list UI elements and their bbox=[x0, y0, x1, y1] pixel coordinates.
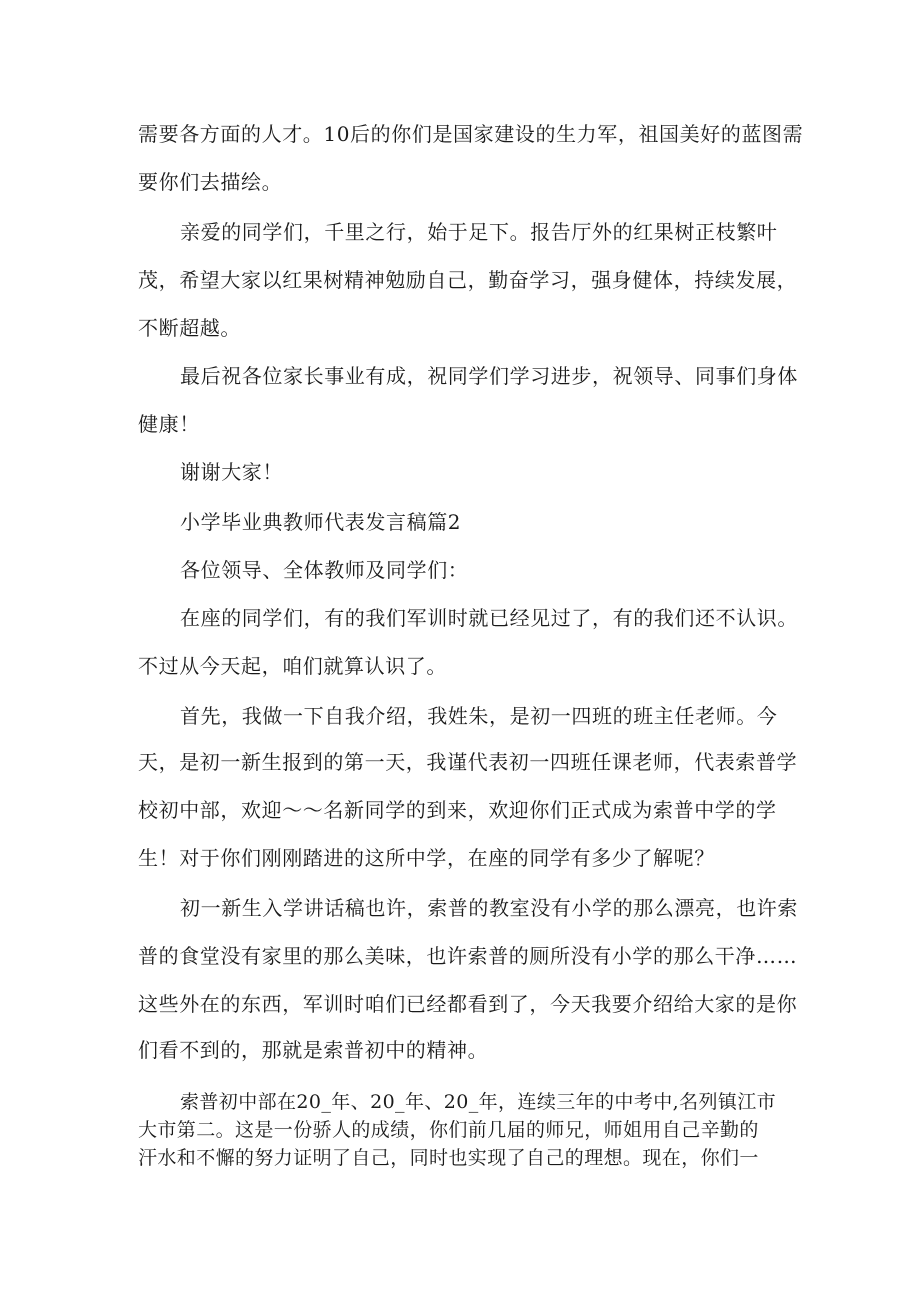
text-line: 谢谢大家！ bbox=[180, 460, 283, 484]
salutation: 各位领导、全体教师及同学们： bbox=[180, 558, 469, 582]
text-line: 不断超越。 bbox=[138, 316, 241, 340]
text-line: 生！对于你们刚刚踏进的这所中学，在座的同学有多少了解呢？ bbox=[138, 846, 715, 870]
text-line: 大市第二。这是一份骄人的成绩，你们前几届的师兄，师姐用自己辛勤的 bbox=[138, 1119, 759, 1141]
text-line: 不过从今天起，咱们就算认识了。 bbox=[138, 654, 447, 678]
text-line: 最后祝各位家长事业有成，祝同学们学习进步，祝领导、同事们身体 bbox=[180, 364, 798, 388]
text-line: 普的食堂没有家里的那么美味，也许索普的厕所没有小学的那么干净…… bbox=[138, 944, 798, 968]
text-line: 健康！ bbox=[138, 412, 200, 436]
text-line: 索普初中部在20_年、20_年、20_年，连续三年的中考中,名列镇江市 bbox=[180, 1091, 777, 1113]
text-line: 要你们去描绘。 bbox=[138, 170, 283, 194]
text-line: 首先，我做一下自我介绍，我姓朱，是初一四班的班主任老师。今 bbox=[180, 704, 778, 728]
text-line: 天，是初一新生报到的第一天，我谨代表初一四班任课老师，代表索普学 bbox=[138, 750, 798, 774]
text-line: 汗水和不懈的努力证明了自己，同时也实现了自己的理想。现在，你们一 bbox=[138, 1147, 759, 1169]
section-heading: 小学毕业典教师代表发言稿篇2 bbox=[180, 510, 462, 534]
text-line: 们看不到的，那就是索普初中的精神。 bbox=[138, 1038, 489, 1062]
text-line: 茂，希望大家以红果树精神勉励自己，勤奋学习，强身健体，持续发展， bbox=[138, 268, 798, 292]
text-line: 校初中部，欢迎～～名新同学的到来，欢迎你们正式成为索普中学的学 bbox=[138, 798, 777, 822]
text-line: 需要各方面的人才。10后的你们是国家建设的生力军，祖国美好的蓝图需 bbox=[138, 122, 804, 146]
text-line: 初一新生入学讲话稿也许，索普的教室没有小学的那么漂亮，也许索 bbox=[180, 896, 798, 920]
text-line: 这些外在的东西，军训时咱们已经都看到了，今天我要介绍给大家的是你 bbox=[138, 992, 798, 1016]
text-line: 亲爱的同学们，千里之行，始于足下。报告厅外的红果树正枝繁叶 bbox=[180, 220, 778, 244]
text-line: 在座的同学们，有的我们军训时就已经见过了，有的我们还不认识。 bbox=[180, 606, 798, 630]
